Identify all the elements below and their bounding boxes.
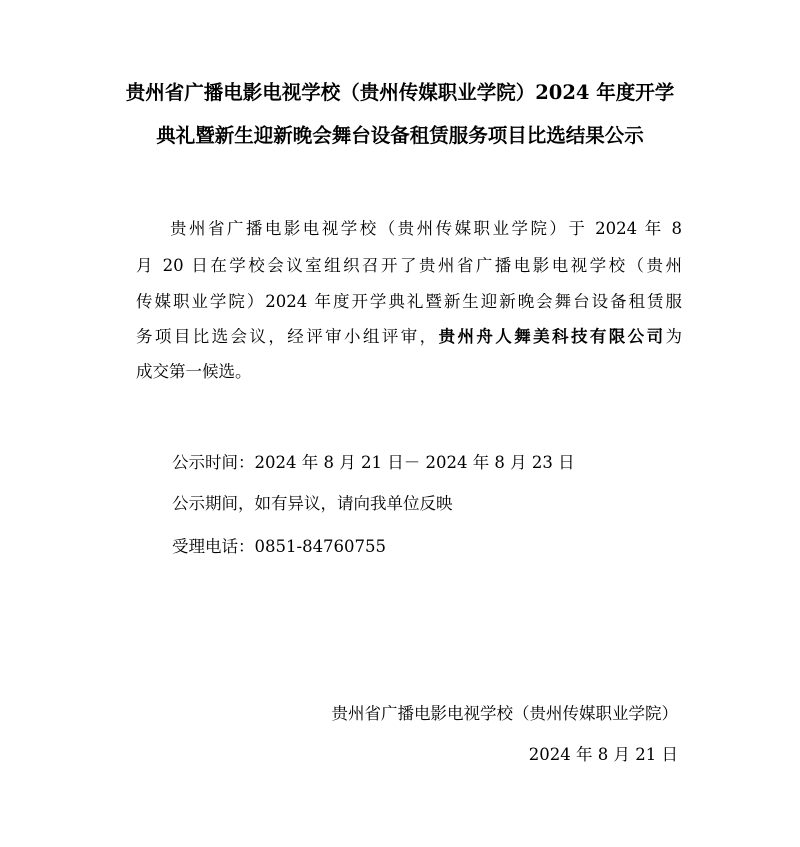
body-line-4-suffix: 为 [665, 327, 683, 346]
body-line-2: 月 20 日在学校会议室组织召开了贵州省广播电影电视学校（贵州 [136, 256, 682, 275]
body-line-4-prefix: 务项目比选会议，经评审小组评审， [136, 327, 439, 346]
objection-note: 公示期间，如有异议，请向我单位反映 [172, 494, 453, 513]
publicity-time: 公示时间：2024 年 8 月 21 日－ 2024 年 8 月 23 日 [172, 453, 575, 472]
title-line-2: 典礼暨新生迎新晚会舞台设备租赁服务项目比选结果公示 [156, 124, 644, 147]
body-line-5: 成交第一候选。 [136, 362, 252, 381]
winning-company: 贵州舟人舞美科技有限公司 [438, 327, 666, 346]
signature-organization: 贵州省广播电影电视学校（贵州传媒职业学院） [331, 704, 678, 723]
body-line-1: 贵州省广播电影电视学校（贵州传媒职业学院）于 2024 年 8 [170, 219, 682, 238]
body-line-3: 传媒职业学院）2024 年度开学典礼暨新生迎新晚会舞台设备租赁服 [136, 292, 682, 311]
body-line-4 [136, 326, 682, 348]
signature-date: 2024 年 8 月 21 日 [528, 745, 678, 764]
contact-phone: 受理电话：0851-84760755 [172, 537, 387, 556]
title-line-1: 贵州省广播电影电视学校（贵州传媒职业学院）2024 年度开学 [125, 81, 675, 104]
